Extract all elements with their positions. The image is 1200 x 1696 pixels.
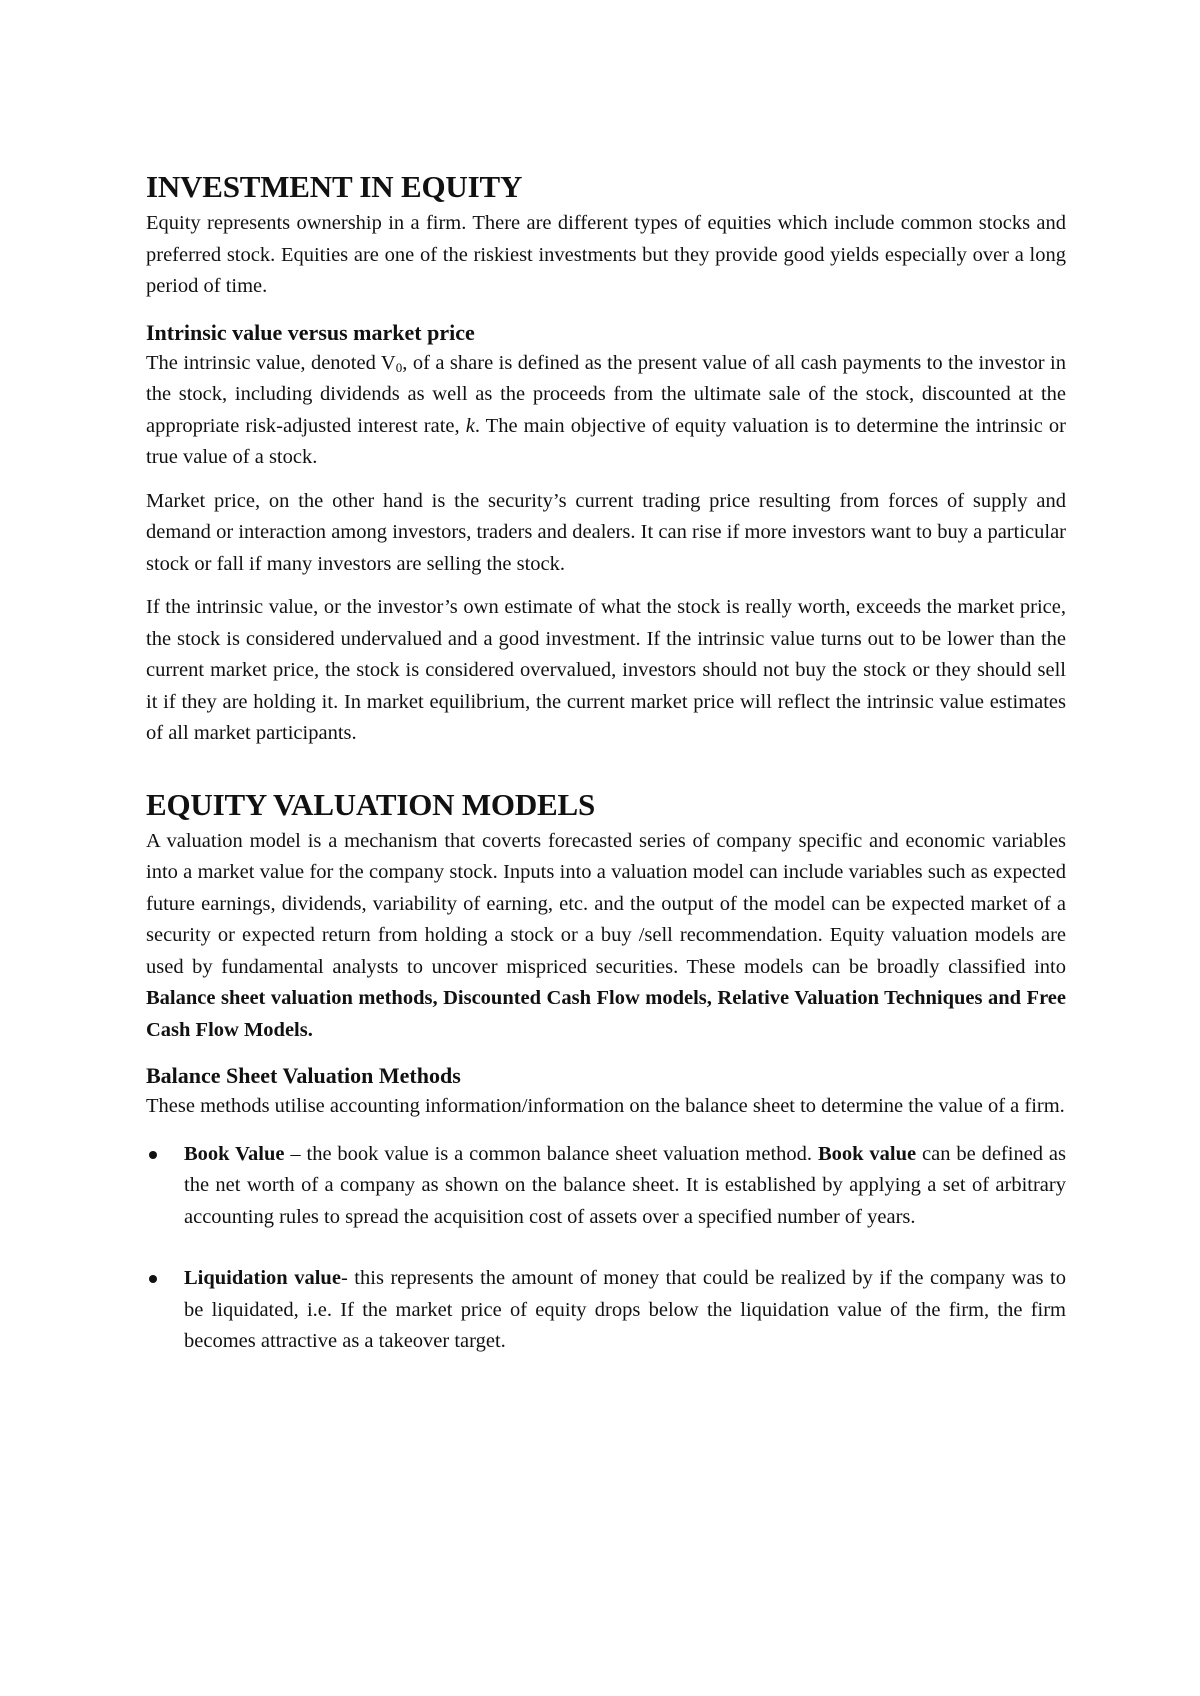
equity-intro-paragraph: Equity represents ownership in a firm. There are different types of equities which include common stocks and preferred stock. Equities are one of the riskiest investments but they provide good yields especially over a long period of time. bbox=[146, 212, 1066, 297]
heading-balance-sheet-methods: Balance Sheet Valuation Methods bbox=[146, 1063, 461, 1088]
list-item-book-value bbox=[146, 1139, 1066, 1234]
intrinsic-subscript: 0 bbox=[395, 359, 403, 375]
balance-sheet-intro: These methods utilise accounting information/information on the balance sheet to determine the value of a firm. bbox=[146, 1095, 1065, 1117]
intrinsic-value-paragraph bbox=[146, 348, 1066, 474]
intrinsic-text-b: , of a share is defined as the present value of all cash payments to the investor in the stock, including dividends as well as the proceeds from the ultimate sale of the stock, discounted at the appropriate risk-adjusted interest rate, bbox=[146, 351, 1067, 437]
valuation-model-categories: Balance sheet valuation methods, Discounted Cash Flow models, Relative Valuation Techniques and Free Cash Flow Models. bbox=[146, 987, 1066, 1041]
valuation-model-paragraph bbox=[146, 826, 1066, 1047]
book-value-term-repeat: Book value bbox=[817, 1142, 917, 1165]
section-title-investment-in-equity: INVESTMENT IN EQUITY bbox=[146, 169, 523, 204]
undervalued-paragraph: If the intrinsic value, or the investor’s own estimate of what the stock is really worth, exceeds the market price, the stock is considered undervalued and a good investment. If the intrinsic value turns out to be lower than the current market price, the stock is considered overvalued, investors should not buy the stock or they should sell it if they are holding it. In market equilibrium, the current market price will reflect the intrinsic value estimates of all market participants. bbox=[146, 596, 1066, 744]
intrinsic-rate-symbol: k bbox=[465, 414, 475, 437]
liquidation-value-term: Liquidation value bbox=[184, 1267, 341, 1289]
valuation-model-text: A valuation model is a mechanism that coverts forecasted series of company specific and economic variables into a market value for the company stock. Inputs into a valuation model can include variables such as expected future earnings, dividends, variability of earning, etc. and the output of the model can be expected market of a security or expected return from holding a stock or a buy /sell recommendation. Equity valuation models are used by fundamental analysts to uncover mispriced securities. These models can be broadly classified into bbox=[146, 829, 1066, 978]
list-item-liquidation-value bbox=[146, 1263, 1066, 1358]
section-title-equity-valuation-models: EQUITY VALUATION MODELS bbox=[146, 786, 596, 822]
intrinsic-text-a: The intrinsic value, denoted V bbox=[146, 351, 396, 374]
book-value-term: Book Value bbox=[184, 1142, 285, 1165]
balance-sheet-methods-list bbox=[146, 1139, 1066, 1358]
market-price-paragraph: Market price, on the other hand is the security’s current trading price resulting from forces of supply and demand or interaction among investors, traders and dealers. It can rise if more investors want to buy a particular stock or fall if many investors are selling the stock. bbox=[146, 489, 1066, 575]
intrinsic-text-c: . The main objective of equity valuation is to determine the intrinsic or true value of a stock. bbox=[146, 414, 1066, 468]
bullet-icon bbox=[149, 1151, 157, 1159]
book-value-text-a: – the book value is a common balance sheet valuation method. bbox=[284, 1142, 818, 1165]
book-value-text-b: can be defined as the net worth of a company as shown on the balance sheet. It is established by applying a set of arbitrary accounting rules to spread the acquisition cost of assets over a specified number of years. bbox=[184, 1142, 1067, 1228]
bullet-icon bbox=[149, 1275, 157, 1283]
liquidation-value-text: - this represents the amount of money that could be realized by if the company was to be liquidated, i.e. If the market price of equity drops below the liquidation value of the firm, the firm becomes attractive as a takeover target. bbox=[184, 1267, 1066, 1352]
heading-intrinsic-vs-market: Intrinsic value versus market price bbox=[146, 319, 475, 345]
document-page bbox=[146, 168, 1066, 1358]
